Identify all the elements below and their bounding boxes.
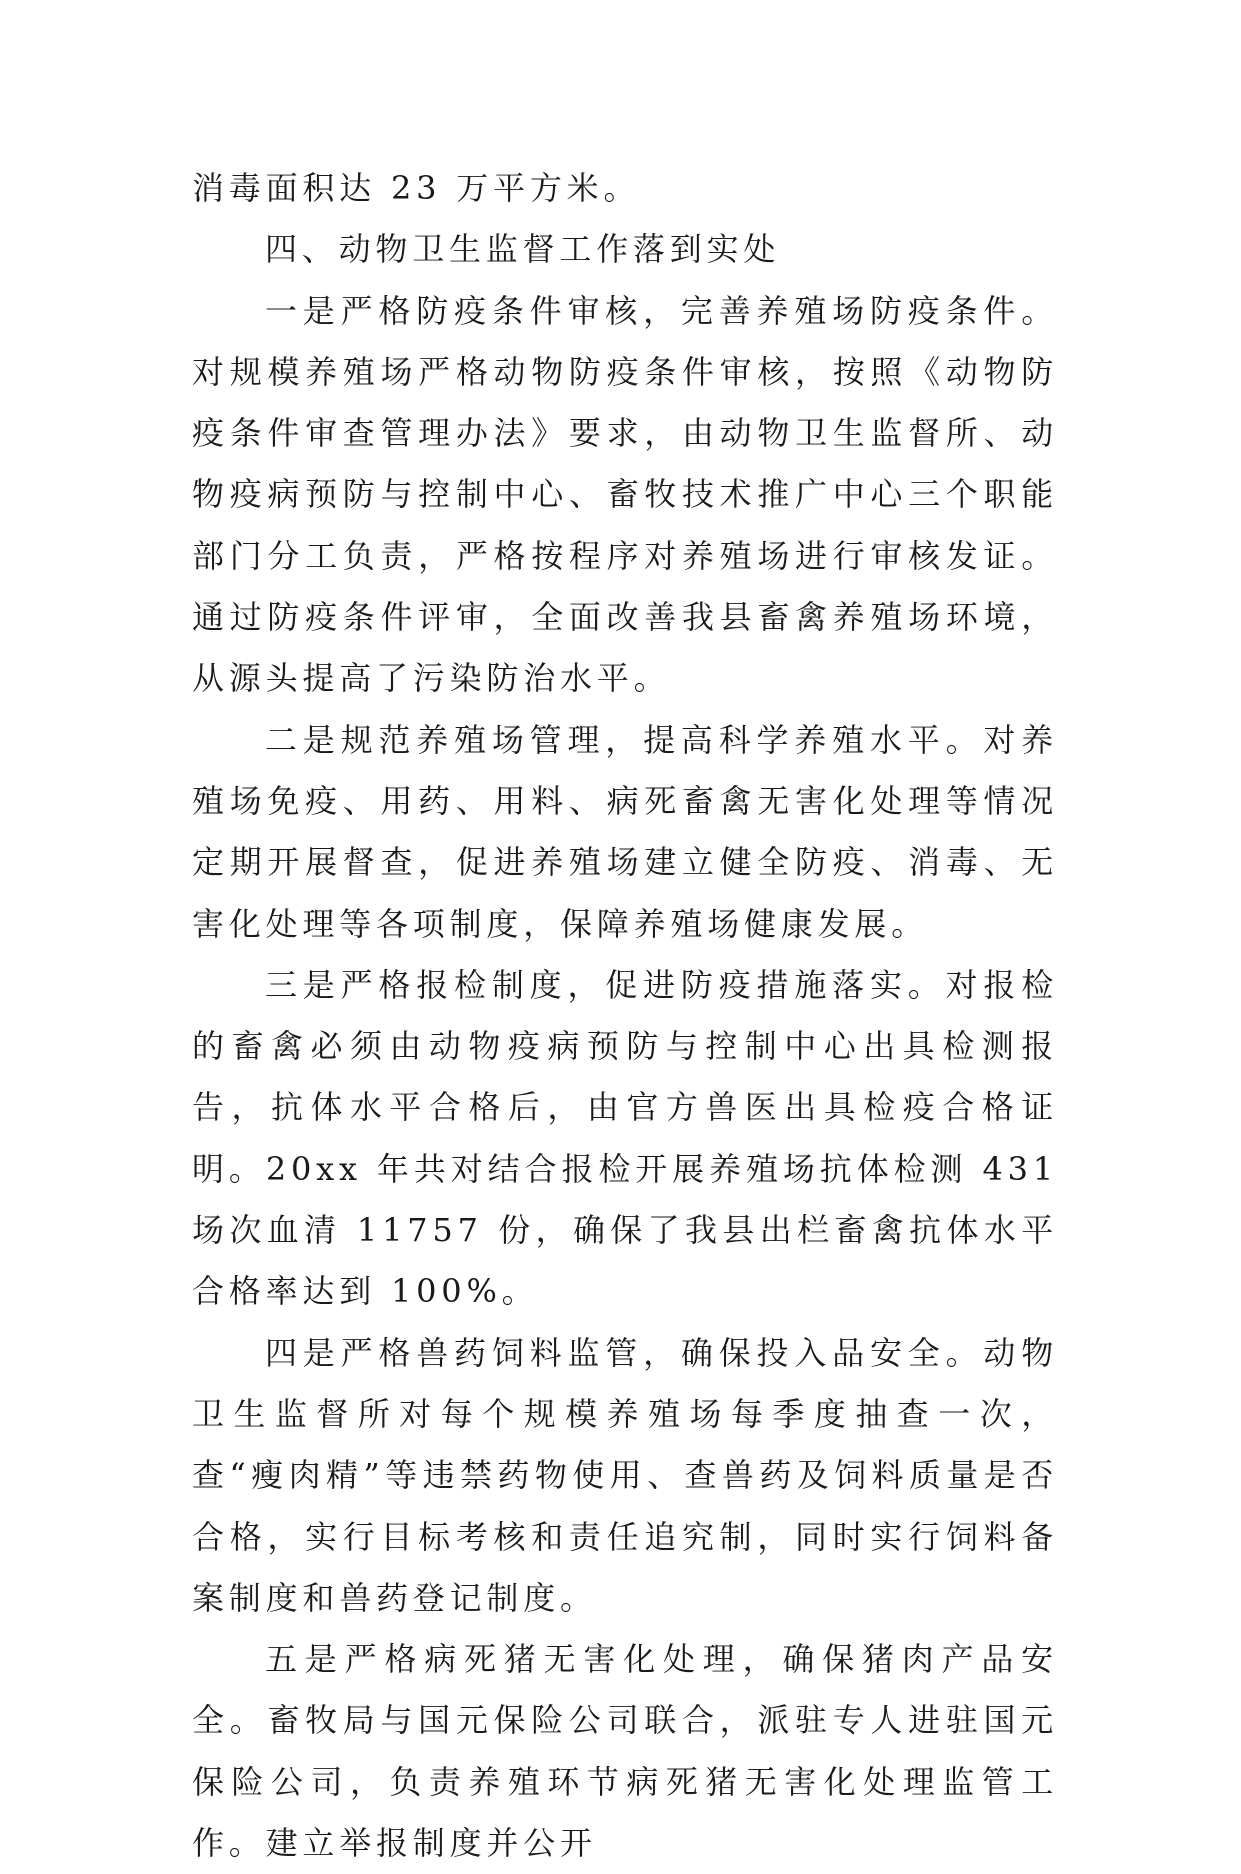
paragraph-4: 四是严格兽药饲料监管，确保投入品安全。动物卫生监督所对每个规模养殖场每季度抽查一次，查“瘦肉精”等违禁药物使用、查兽药及饲料质量是否合格，实行目标考核和责任追究制，同时实行饲料备案制度和兽药登记制度。	[192, 1333, 1058, 1617]
paragraph-5: 五是严格病死猪无害化处理，确保猪肉产品安全。畜牧局与国元保险公司联合，派驻专人进驻国元保险公司，负责养殖环节病死猪无害化处理监管工作。建立举报制度并公开	[192, 1640, 1058, 1863]
paragraph-2: 二是规范养殖场管理，提高科学养殖水平。对养殖场免疫、用药、用料、病死畜禽无害化处理等情况定期开展督查，促进养殖场建立健全防疫、消毒、无害化处理等各项制度，保障养殖场健康发展。	[192, 720, 1058, 943]
section-heading: 四、动物卫生监督工作落到实处	[265, 230, 781, 269]
paragraph-continuation: 消毒面积达 23 万平方米。	[192, 169, 641, 207]
paragraph-1: 一是严格防疫条件审核，完善养殖场防疫条件。对规模养殖场严格动物防疫条件审核，按照《动物防疫条件审查管理办法》要求，由动物卫生监督所、动物疫病预防与控制中心、畜牧技术推广中心三个职能部门分工负责，严格按程序对养殖场进行审核发证。通过防疫条件评审，全面改善我县畜禽养殖场环境，从源头提高了污染防治水平。	[192, 291, 1058, 698]
paragraph-3: 三是严格报检制度，促进防疫措施落实。对报检的畜禽必须由动物疫病预防与控制中心出具检测报告，抗体水平合格后，由官方兽医出具检疫合格证明。20xx 年共对结合报检开展养殖场抗体检测 431 场次血清 11757 份，确保了我县出栏畜禽抗体水平合格率达到 100%。	[192, 965, 1058, 1311]
document-body	[192, 158, 1058, 1874]
